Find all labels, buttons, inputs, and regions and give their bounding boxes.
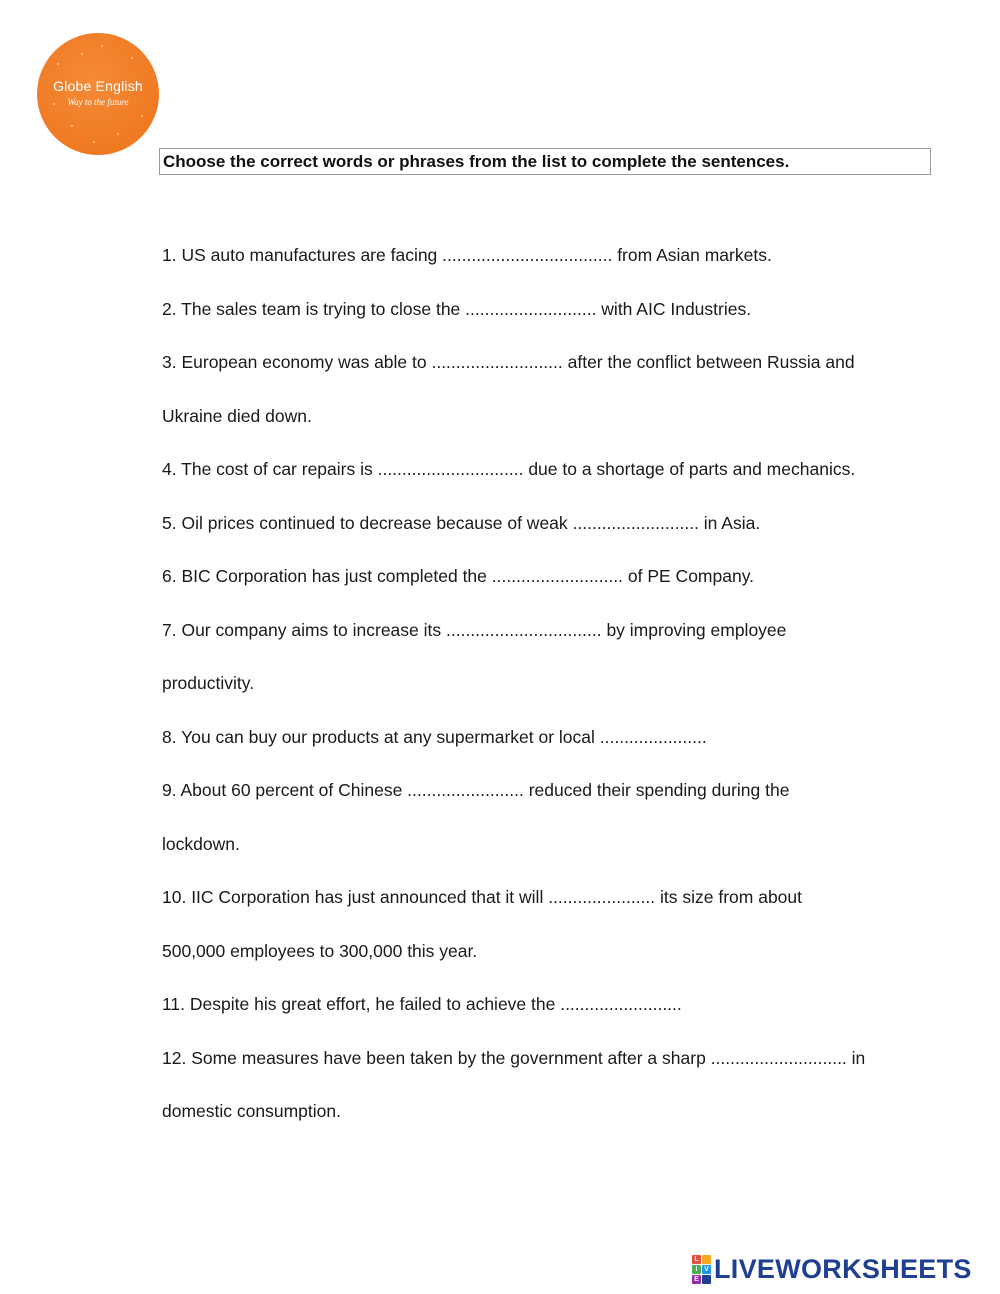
- sentence-list: [162, 240, 937, 1150]
- sentence-line: Ukraine died down.: [162, 405, 312, 426]
- sentence-line: 9. About 60 percent of Chinese ........................ reduced their spending during the: [162, 780, 790, 800]
- sentence-line: productivity.: [162, 673, 255, 693]
- sentence-line: 6. BIC Corporation has just completed the ........................... of PE Company.: [162, 566, 755, 586]
- sentence-line: domestic consumption.: [162, 1101, 341, 1121]
- sentence-line: 3. European economy was able to ........................... after the conflict between Russia and: [162, 352, 855, 372]
- sentence-line: 8. You can buy our products at any supermarket or local ......................: [162, 726, 707, 747]
- sentence-line: 12. Some measures have been taken by the government after a sharp ............................ in: [162, 1047, 866, 1068]
- sentence-line: lockdown.: [162, 833, 240, 854]
- globe-english-logo: [37, 33, 159, 155]
- sentence-line: 11. Despite his great effort, he failed to achieve the .........................: [162, 994, 682, 1014]
- liveworksheets-wordmark: LIVEWORKSHEETS: [714, 1253, 972, 1284]
- sentence-line: 4. The cost of car repairs is .............................. due to a shortage of parts and mechanics.: [162, 459, 856, 479]
- logo-brand-name: Globe English: [53, 78, 143, 94]
- logo-tagline: Way to the future: [67, 97, 129, 107]
- liveworksheets-icon: L I V E: [692, 1255, 711, 1284]
- sentence-line: 5. Oil prices continued to decrease because of weak .......................... in Asia.: [162, 512, 761, 533]
- liveworksheets-logo[interactable]: [692, 1253, 972, 1285]
- sentence-line: 7. Our company aims to increase its ................................ by improving employee: [162, 619, 787, 640]
- sentence-line: 500,000 employees to 300,000 this year.: [162, 940, 478, 961]
- sentence-line: 10. IIC Corporation has just announced that it will ...................... its size from about: [162, 887, 803, 907]
- instruction-box: Choose the correct words or phrases from the list to complete the sentences.: [159, 148, 931, 175]
- sentence-line: 1. US auto manufactures are facing ................................... from Asian markets.: [162, 245, 772, 265]
- sentence-line: 2. The sales team is trying to close the ........................... with AIC Industries.: [162, 298, 752, 319]
